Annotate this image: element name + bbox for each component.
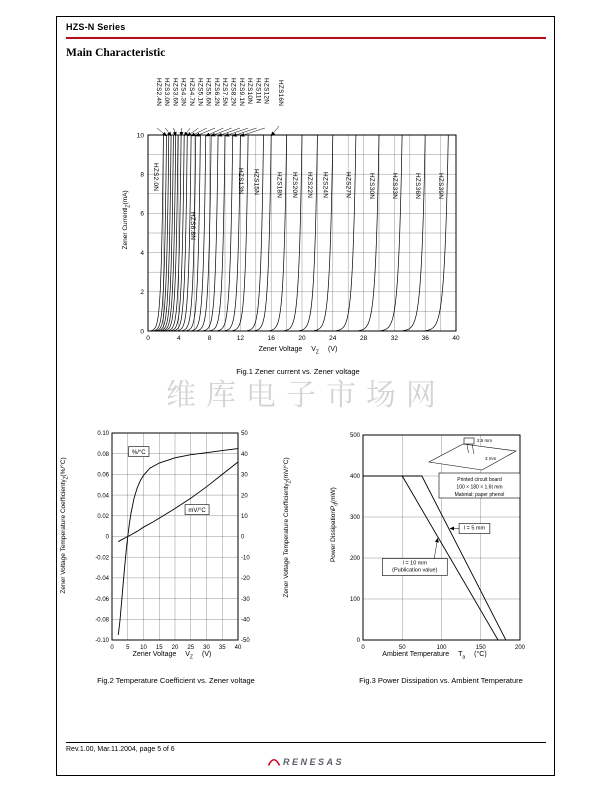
svg-text:2: 2 [140, 289, 144, 297]
fig1-top-label-HZS11N: HZS11N [254, 78, 262, 104]
renesas-logo-text: RENESAS [282, 756, 344, 767]
svg-text:0: 0 [146, 335, 150, 342]
svg-text:16: 16 [267, 335, 275, 342]
fig1-curve-label-HZS2.0N: HZS2.0N [152, 163, 160, 192]
svg-text:40: 40 [241, 451, 248, 458]
footer-rule [66, 742, 546, 743]
fig2-curves [118, 449, 238, 635]
fig1-curve-label-HZS33N: HZS33N [390, 173, 398, 200]
svg-text:5: 5 [126, 645, 130, 651]
fig1-curve-label-HZS36N: HZS36N [414, 173, 421, 200]
svg-text:-0.02: -0.02 [95, 555, 109, 562]
fig3-plot [343, 431, 526, 659]
svg-text:200: 200 [349, 556, 360, 563]
svg-text:l = 10 mm: l = 10 mm [402, 560, 427, 567]
fig1-tick-labels [137, 132, 460, 342]
svg-text:28: 28 [359, 335, 368, 342]
svg-text:400: 400 [349, 474, 360, 481]
svg-text:35: 35 [218, 645, 226, 651]
svg-text:0.08: 0.08 [97, 451, 109, 458]
svg-text:2.5 mm: 2.5 mm [477, 438, 493, 443]
svg-text:500: 500 [349, 433, 360, 440]
fig1-top-label-HZS5.6N: HZS5.6N [204, 78, 212, 107]
fig1-curve-label-HZS13N: HZS13N [236, 168, 244, 195]
fig3-y-axis-title: Power DissipationP$_d$(mW) [330, 487, 340, 563]
fig1-curve-label-HZS39N: HZS39N [437, 173, 445, 200]
svg-text:0: 0 [356, 638, 360, 645]
svg-text:Material: paper phenol: Material: paper phenol [454, 492, 505, 498]
svg-text:30: 30 [203, 645, 210, 651]
svg-text:0: 0 [241, 534, 245, 541]
svg-text:12: 12 [236, 335, 245, 342]
svg-text:0.06: 0.06 [97, 472, 109, 479]
fig1-top-label-HZS8.2N: HZS8.2N [229, 78, 237, 107]
fig2-right-y-axis-title: Zener Voltage Temperature Coefficientγ$_Z$(mV/°C) [283, 457, 293, 598]
svg-text:10: 10 [241, 514, 248, 520]
watermark: 维库电子市场网 [166, 378, 446, 413]
svg-text:36: 36 [421, 335, 429, 342]
fig1-top-label-HZS16N: HZS16N [276, 80, 284, 107]
svg-text:20: 20 [171, 645, 179, 651]
svg-text:8: 8 [140, 171, 144, 179]
svg-text:-30: -30 [241, 596, 250, 603]
fig1-top-label-HZS3.6N: HZS3.6N [171, 78, 179, 107]
svg-text:3 mm: 3 mm [485, 456, 497, 461]
svg-text:0: 0 [105, 534, 109, 541]
svg-text:6: 6 [140, 210, 144, 218]
svg-text:l = 5 mm: l = 5 mm [463, 525, 486, 532]
fig2-x-axis-title: Zener Voltage $V_Z$ (V) [132, 651, 212, 661]
fig3-x-axis-title: Ambient Temperature $T_a$ (°C) [382, 651, 487, 661]
svg-text:0: 0 [361, 645, 365, 651]
svg-text:4: 4 [176, 335, 181, 342]
fig2-grid [112, 433, 238, 640]
svg-text:40: 40 [234, 645, 242, 651]
header-rule [66, 37, 546, 39]
fig1-top-label-HZS12N: HZS12N [262, 78, 270, 105]
svg-text:24: 24 [329, 335, 337, 342]
svg-text:50: 50 [398, 645, 406, 651]
svg-text:25: 25 [187, 645, 195, 651]
svg-text:0: 0 [110, 645, 114, 651]
fig1-top-label-HZS9.1N: HZS9.1N [237, 78, 245, 107]
svg-text:300: 300 [349, 515, 360, 522]
header-title: HZS-N Series [66, 22, 126, 32]
svg-text:-0.04: -0.04 [95, 576, 109, 583]
fig1-top-label-HZS7.5N: HZS7.5N [221, 78, 229, 107]
svg-text:30: 30 [241, 472, 248, 479]
fig2-plot [90, 429, 254, 657]
svg-text:%/°C: %/°C [131, 449, 146, 456]
fig1-curve-label-HZS15N: HZS15N [252, 169, 260, 196]
fig1-top-label-HZS4.3N: HZS4.3N [179, 78, 187, 107]
svg-text:-50: -50 [241, 638, 250, 645]
svg-text:100 × 180 × 1.6t mm: 100 × 180 × 1.6t mm [456, 484, 503, 491]
svg-text:20: 20 [241, 493, 248, 500]
svg-text:0.04: 0.04 [97, 493, 109, 500]
svg-text:-0.08: -0.08 [95, 617, 109, 624]
fig3-tick-labels [350, 433, 526, 651]
section-title: Main Characteristic [66, 47, 166, 59]
fig3-grid [363, 435, 520, 640]
svg-text:100: 100 [436, 645, 447, 651]
fig1-curve-label-HZS24N: HZS24N [321, 172, 329, 199]
svg-text:100: 100 [349, 597, 360, 604]
svg-text:40: 40 [452, 335, 460, 342]
svg-text:15: 15 [155, 645, 163, 651]
svg-text:8: 8 [207, 335, 212, 342]
svg-text:0.02: 0.02 [97, 514, 109, 520]
fig2-left-y-axis-title: Zener Voltage Temperature Coefficientγ$_Z$(%/°C) [60, 457, 70, 594]
fig3-caption: Fig.3 Power Dissipation vs. Ambient Temperature [359, 676, 523, 685]
fig1-top-label-HZS2.4N: HZS2.4N [154, 78, 162, 107]
fig1-curve-label-HZS18N: HZS18N [275, 172, 283, 199]
svg-text:10: 10 [136, 132, 144, 140]
fig1-plot [126, 130, 470, 352]
renesas-logo-mark [268, 757, 280, 766]
footer-text: Rev.1.00, Mar.11.2004, page 5 of 6 [66, 746, 175, 753]
fig1-top-label-HZS10N: HZS10N [246, 78, 254, 105]
fig1-top-label-HZS4.7N: HZS4.7N [188, 78, 195, 107]
fig2-caption: Fig.2 Temperature Coefficient vs. Zener voltage [97, 676, 255, 685]
fig1-curve-label-HZS22N: HZS22N [306, 172, 314, 199]
fig1-curve-label-HZS20N: HZS20N [290, 172, 298, 199]
svg-text:(Publication value): (Publication value) [392, 567, 438, 574]
fig1-caption: Fig.1 Zener current vs. Zener voltage [236, 367, 360, 376]
svg-text:-20: -20 [241, 576, 250, 583]
svg-text:200: 200 [514, 645, 526, 651]
svg-text:-40: -40 [241, 617, 250, 624]
fig1-curve-label-HZS6.8N: HZS6.8N [189, 212, 197, 241]
svg-text:-0.06: -0.06 [95, 596, 109, 603]
svg-text:50: 50 [241, 431, 248, 438]
fig1-top-label-HZS3.0N: HZS3.0N [163, 78, 171, 107]
svg-text:-10: -10 [241, 555, 250, 562]
svg-text:mV/°C: mV/°C [188, 507, 206, 514]
fig1-x-axis-title: Zener Voltage $V_Z$ (V) [258, 346, 338, 356]
fig1-top-label-HZS5.1N: HZS5.1N [196, 78, 204, 107]
svg-text:4: 4 [140, 249, 144, 257]
svg-text:0.10: 0.10 [97, 431, 109, 438]
fig1-curve-label-HZS27N: HZS27N [344, 172, 352, 199]
renesas-logo [0, 753, 612, 771]
svg-text:-0.10: -0.10 [95, 638, 109, 645]
svg-text:Printed circuit board: Printed circuit board [457, 477, 502, 483]
fig1-y-axis-title: Zener CurrentI$_Z$(mA) [122, 190, 132, 250]
fig1-top-label-HZS6.2N: HZS6.2N [212, 78, 220, 107]
pcb-sketch [429, 444, 516, 470]
svg-text:32: 32 [390, 335, 399, 342]
diode-body-sketch [464, 438, 474, 444]
svg-text:150: 150 [475, 645, 486, 651]
fig3-inset [429, 438, 520, 498]
svg-text:10: 10 [140, 645, 147, 651]
svg-text:0: 0 [140, 328, 144, 336]
fig1-curve-label-HZS30N: HZS30N [367, 173, 375, 200]
svg-text:20: 20 [298, 335, 306, 342]
